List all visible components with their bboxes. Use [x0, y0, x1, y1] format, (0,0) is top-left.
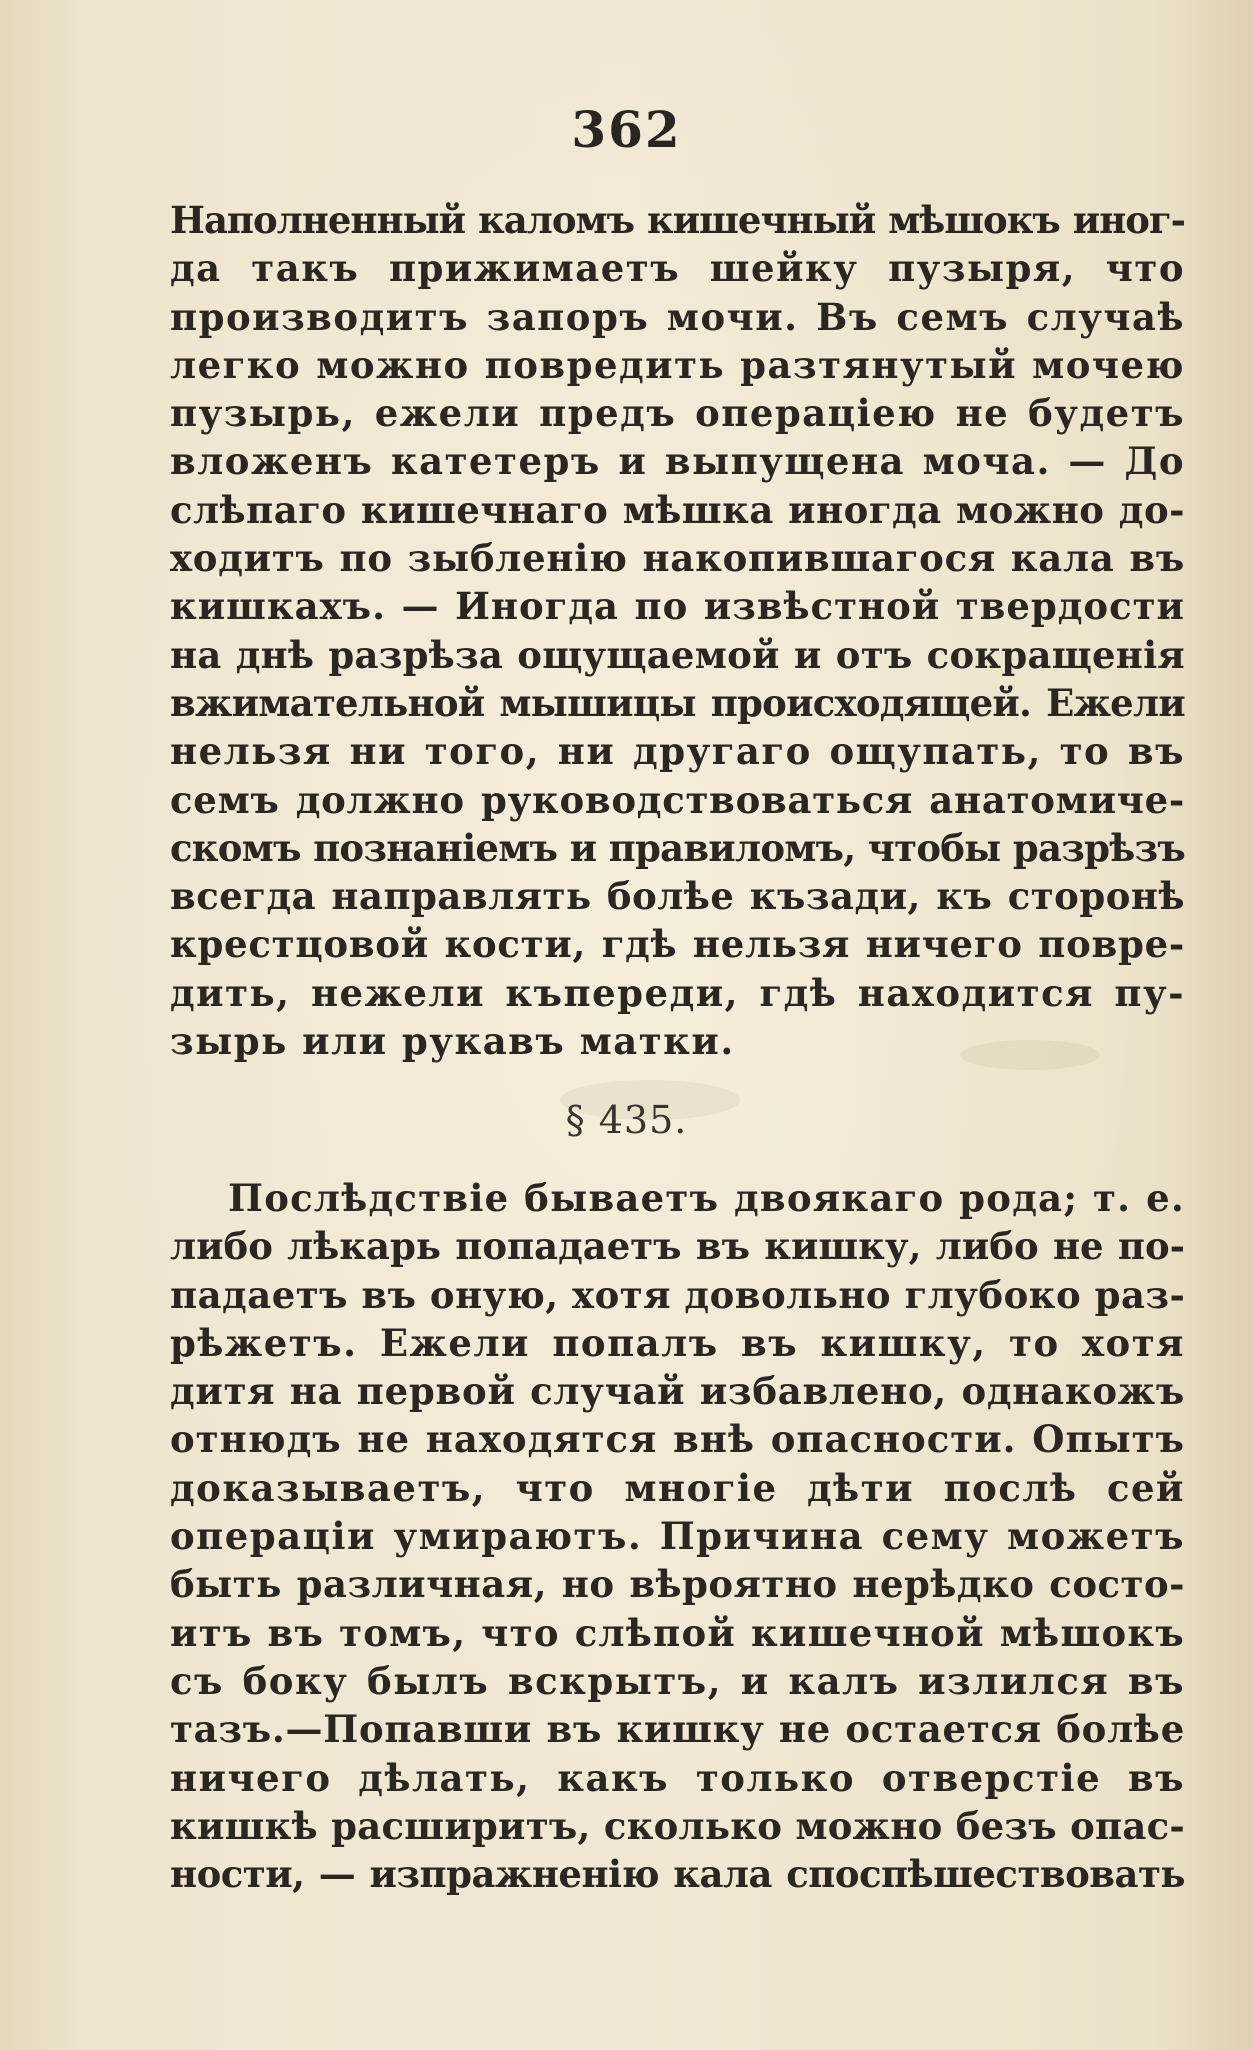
text-line: либо лѣкарь попадаетъ въ кишку, либо не по-: [170, 1224, 1185, 1269]
text-line: быть различная, но вѣроятно нерѣдко состо-: [170, 1562, 1185, 1607]
text-line: итъ въ томъ, что слѣпой кишечной мѣшокъ: [170, 1610, 1185, 1655]
text-line: вложенъ катетеръ и выпущена моча. — До: [170, 439, 1185, 484]
text-line: тазъ.—Попавши въ кишку не остается болѣе: [170, 1707, 1185, 1752]
text-line: всегда направлять болѣе къзади, къ сторонѣ: [170, 874, 1185, 919]
text-line: съ боку былъ вскрытъ, и калъ излился въ: [170, 1658, 1185, 1703]
text-line: скомъ познаніемъ и правиломъ, чтобы разрѣзъ: [170, 825, 1185, 870]
text-line: крестцовой кости, гдѣ нельзя ничего повре-: [170, 922, 1185, 967]
text-line: производитъ запоръ мочи. Въ семъ случаѣ: [170, 294, 1185, 339]
text-line: вжимательной мышицы происходящей. Ежели: [170, 680, 1185, 725]
text-line: дить, нежели къпереди, гдѣ находится пу-: [170, 970, 1185, 1015]
text-line: ности, — изпражненію кала споспѣшествовать: [170, 1852, 1185, 1897]
text-line: доказываетъ, что многіе дѣти послѣ сей: [170, 1465, 1185, 1510]
text-line: зырь или рукавъ матки.: [170, 1019, 735, 1064]
text-line: слѣпаго кишечнаго мѣшка иногда можно до-: [170, 487, 1185, 532]
text-line: ничего дѣлать, какъ только отверстіе въ: [170, 1755, 1185, 1800]
text-line: отнюдъ не находятся внѣ опасности. Опытъ: [170, 1417, 1185, 1462]
text-line: нельзя ни того, ни другаго ощупать, то въ: [170, 729, 1185, 774]
section-heading: § 435.: [565, 1098, 688, 1142]
text-line: кишкѣ расширитъ, сколько можно безъ опас-: [170, 1803, 1185, 1848]
text-line: Наполненный каломъ кишечный мѣшокъ иног-: [170, 198, 1185, 242]
text-line: Послѣдствіе бываетъ двоякаго рода; т. е.: [228, 1176, 1185, 1220]
text-line: да такъ прижимаетъ шейку пузыря, что: [170, 246, 1185, 291]
text-line: дитя на первой случай избавлено, однакожъ: [170, 1369, 1185, 1414]
paragraph-1: [170, 196, 1185, 1065]
page-number: 362: [571, 100, 682, 159]
text-line: рѣжетъ. Ежели попалъ въ кишку, то хотя: [170, 1320, 1185, 1365]
paragraph-2: [170, 1174, 1185, 1898]
text-line: на днѣ разрѣза ощущаемой и отъ сокращенія: [170, 632, 1185, 677]
text-line: легко можно повредить разтянутый мочею: [170, 342, 1185, 387]
text-line: пузырь, ежели предъ операціею не будетъ: [170, 391, 1185, 436]
text-line: ходитъ по зыбленію накопившагося кала въ: [170, 536, 1185, 581]
text-line: кишкахъ. — Иногда по извѣстной твердости: [170, 584, 1185, 629]
text-line: семъ должно руководствоваться анатомиче-: [170, 777, 1185, 822]
text-line: падаетъ въ оную, хотя довольно глубоко раз-: [170, 1272, 1186, 1317]
text-line: операціи умираютъ. Причина сему можетъ: [170, 1514, 1185, 1559]
